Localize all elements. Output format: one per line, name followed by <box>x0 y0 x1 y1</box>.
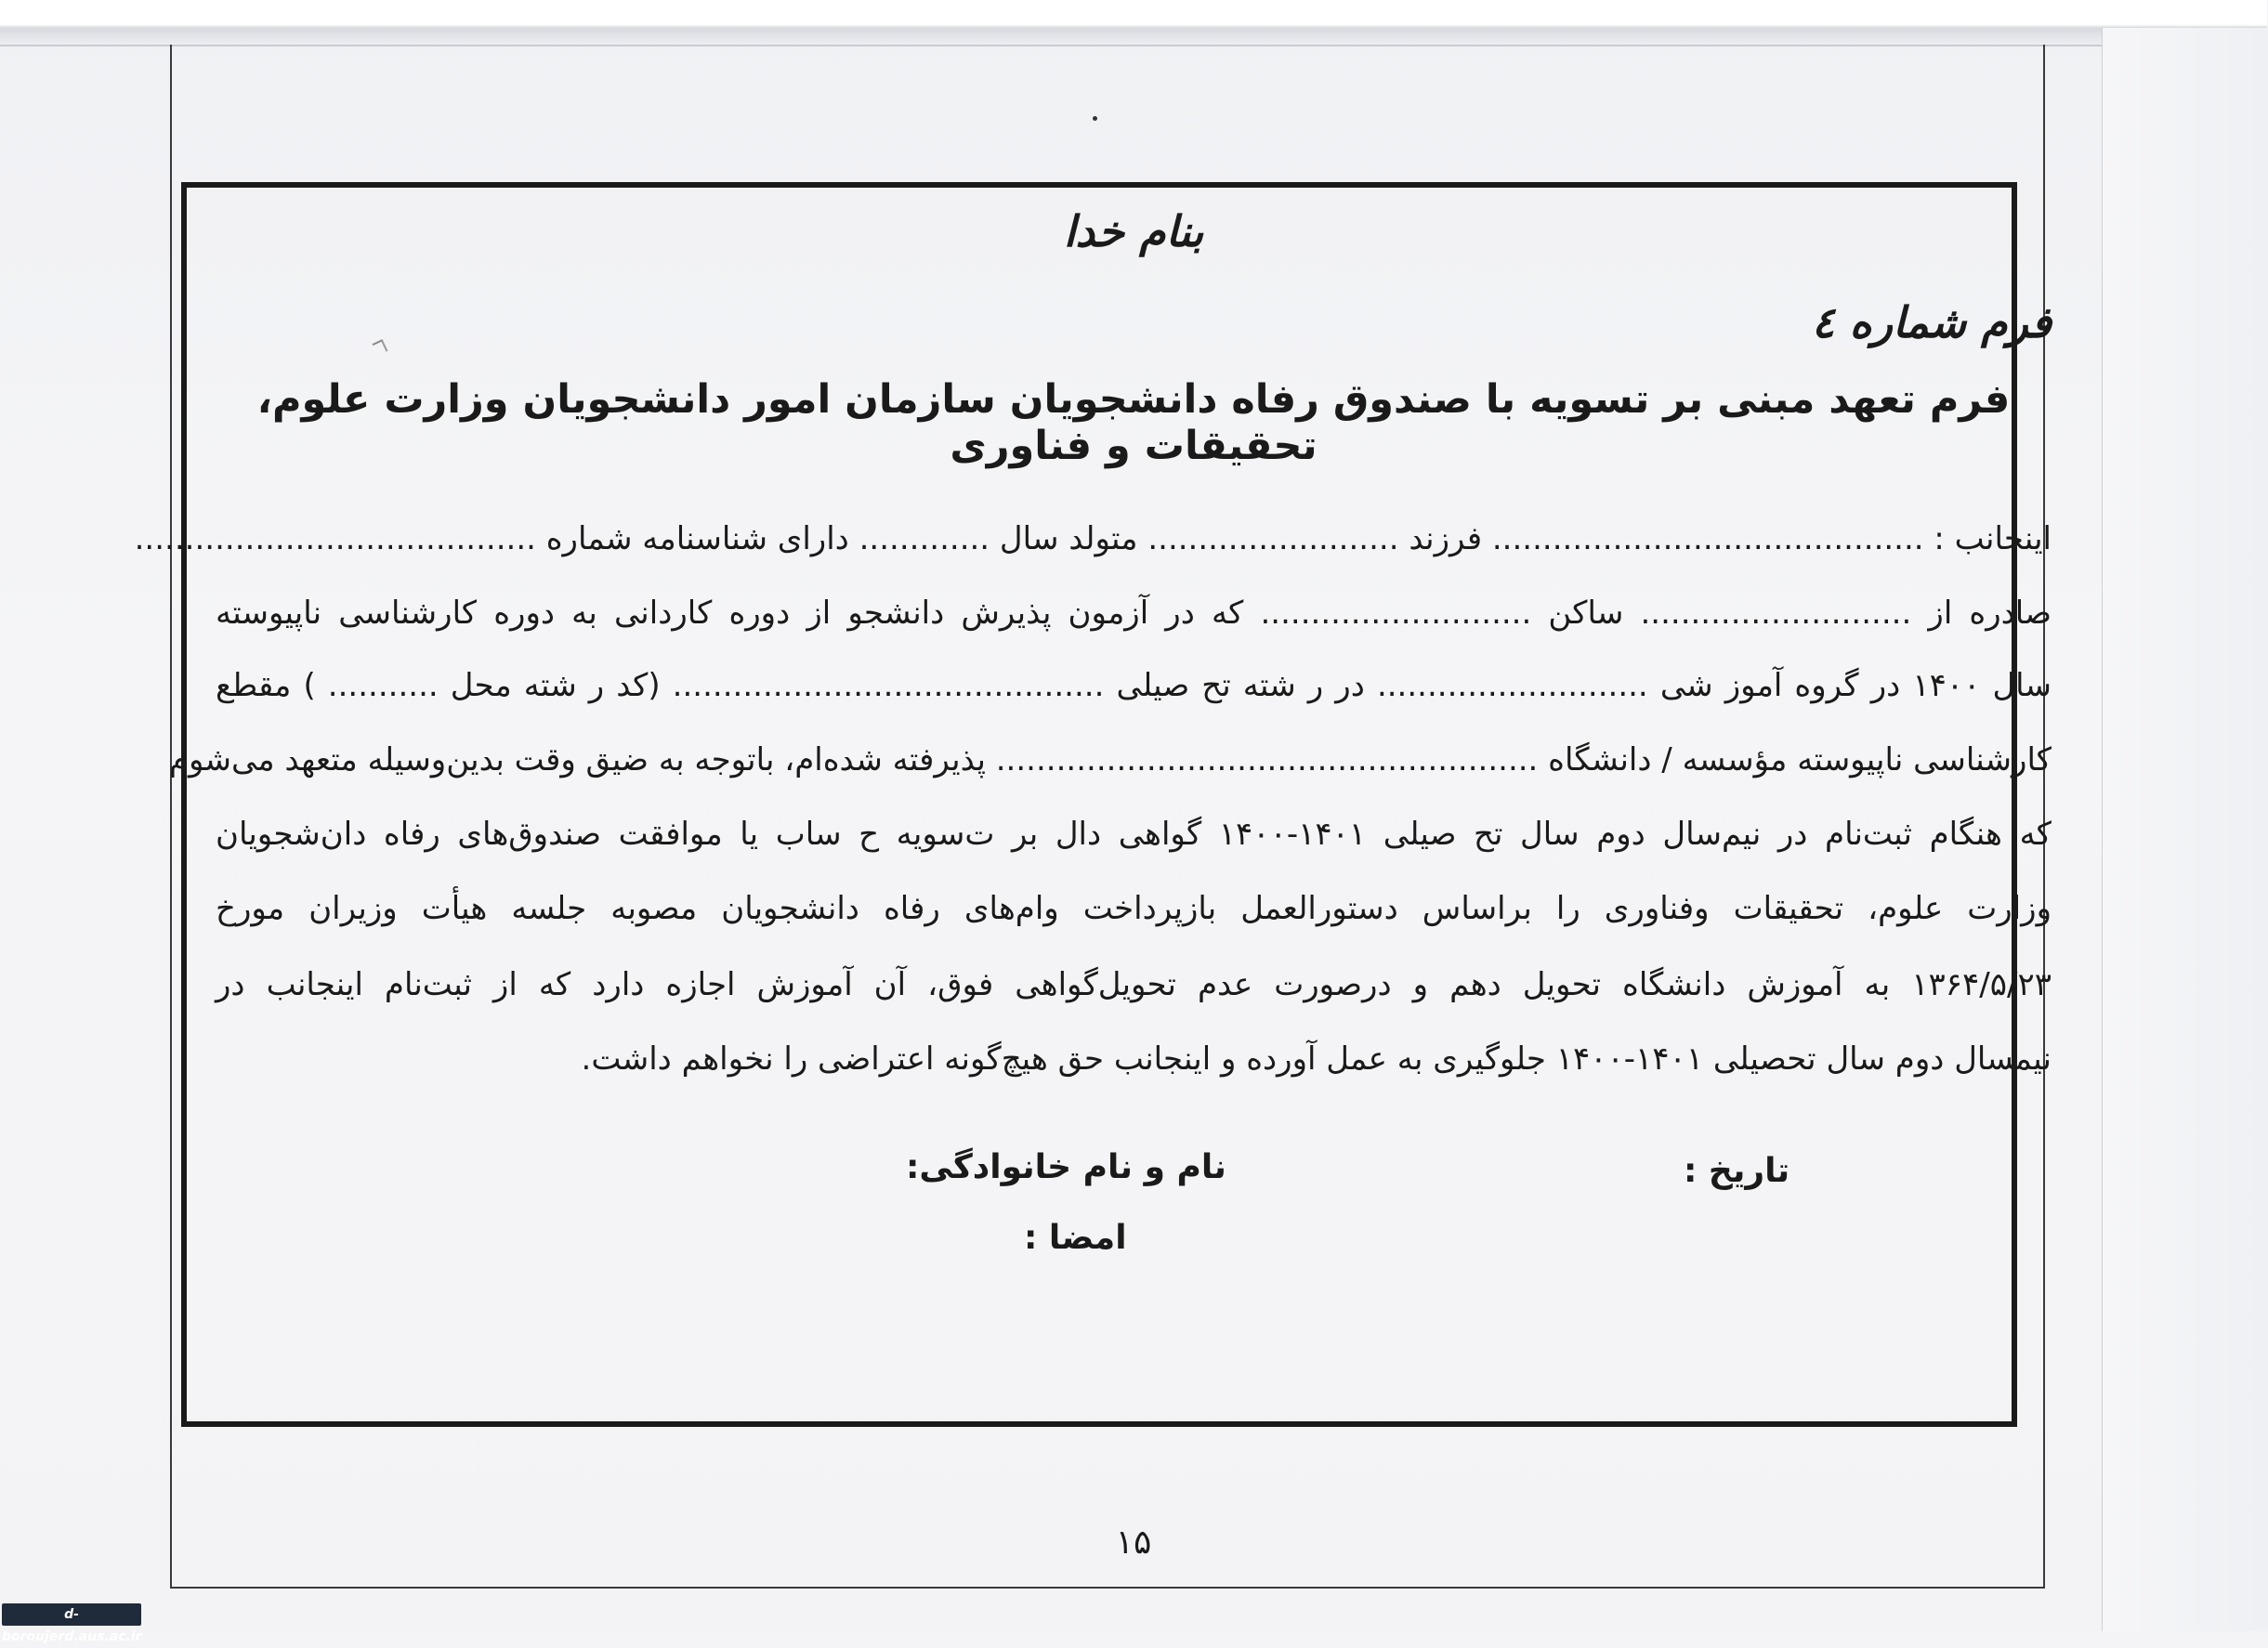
body-line-2: صادره از ........................... ساکن ........................... که در آزمون پذیرش دانشجو از دوره کاردانی به دوره کارشناسی ناپیوسته <box>216 595 2052 632</box>
date-label: تاریخ : <box>1684 1152 1790 1190</box>
body-line-5: که هنگام ثبت‌نام در نیم‌سال دوم سال تح صیلی ۱۴۰۱-۱۴۰۰ گواهی دال بر ت‌سویه ح ساب یا موافقت صندوق‌های رفاه دان‌شجویان <box>216 816 2052 853</box>
bismillah-heading: بنام خدا <box>1063 206 1204 256</box>
name-label: نام و نام خانوادگی: <box>906 1148 1226 1186</box>
body-line-4: کارشناسی ناپیوسته مؤسسه / دانشگاه ...................................................... پذیرفته شده‌ام، باتوجه به ضیق وقت بدین‌وسیله متعهد می‌شوم <box>168 741 2052 778</box>
page-number: ۱۵ <box>1115 1524 1152 1562</box>
form-title: فرم تعهد مبنی بر تسویه با صندوق رفاه دانشجویان سازمان امور دانشجویان وزارت علوم، تحقیقات و فناوری <box>256 376 2011 469</box>
form-number: فرم شماره ٤ <box>1811 297 2052 347</box>
ink-dot <box>1093 116 1097 121</box>
body-line-1: اینجانب : ........................................... فرزند ......................... متولد سال ............. دارای شناسنامه شماره ........................................ <box>134 520 2052 557</box>
body-line-8: نیمسال دوم سال تحصیلی ۱۴۰۱-۱۴۰۰ جلوگیری به عمل آورده و اینجانب حق هیچ‌گونه اعتراضی را نخواهم داشت. <box>581 1040 2052 1078</box>
scan-top-edge <box>0 0 2267 46</box>
site-watermark: d-boroujerd.aus.ac.ir <box>2 1603 141 1626</box>
body-line-3: سال ۱۴۰۰ در گروه آموز شی ........................... در ر شته تح صیلی ........................................... (کد ر شته محل ........... ) مقطع <box>216 667 2052 704</box>
signature-label: امضا : <box>1024 1219 1127 1257</box>
body-line-6: وزارت علوم، تحقیقات وفناوری را براساس دستورالعمل بازپرداخت وام‌های رفاه دانشجویان مصوبه جلسه هیأت وزیران مورخ <box>216 890 2052 927</box>
scan-right-edge <box>2102 28 2268 1631</box>
body-line-7: ۱۳۶۴/۵/۲۳ به آموزش دانشگاه تحویل دهم و درصورت عدم تحویل‌گواهی فوق، آن آموزش اجازه دارد که از ثبت‌نام اینجانب در <box>216 966 2052 1003</box>
